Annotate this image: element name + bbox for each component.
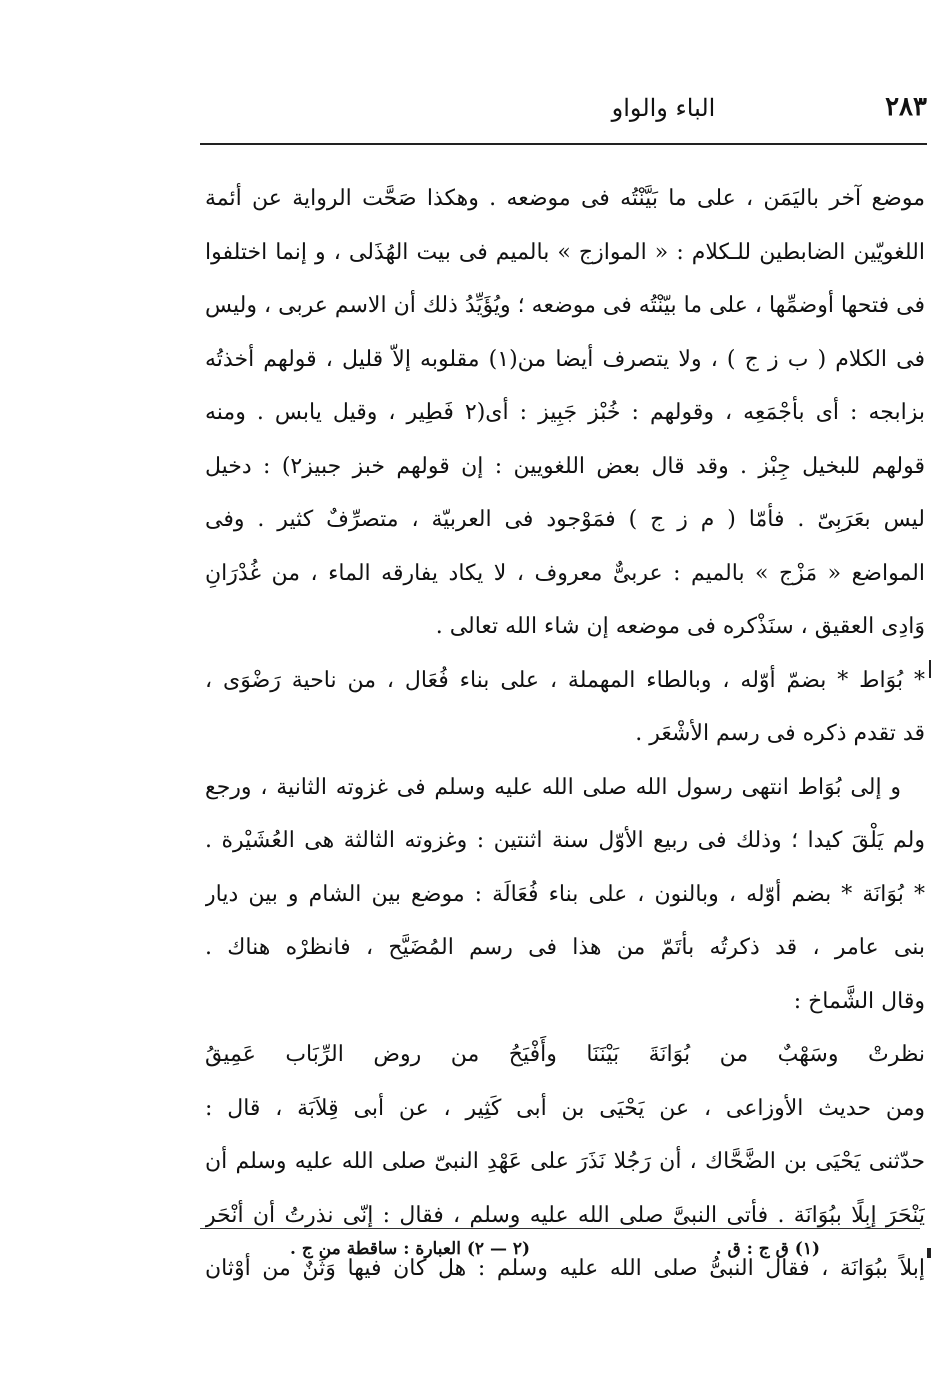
- text-line: وَادِى العقيق ، سنَذْكره فى موضعه إن شاء الله تعالى .: [435, 614, 925, 639]
- header-rule: [200, 143, 927, 145]
- text-line: بزابجه : أى بأجْمَعِه ، وقولهم : خُبْز جَبِيز : أى(٢ فَطِير ، وقيل يابس . ومنه: [205, 400, 925, 425]
- body-text: [205, 172, 925, 1296]
- text-line: بنى عامر ، قد ذكرتُه بأتَمّ من هذا فى رسم المُضَيَّح ، فانظرْه هناك .: [205, 935, 925, 960]
- text-line: فى فتحها أوضمِّها ، على ما بيّنْتُه فى موضعه ؛ ويُؤَيِّدُ ذلك أن الاسم عربى ، وليس: [205, 293, 925, 318]
- entry-heading-line: * بُوَاط * بضمّ أوّله ، وبالطاء المهملة ، على بناء فُعَال ، من ناحية رَضْوَى ،: [205, 667, 925, 693]
- text-line: وقال الشَّماخ :: [793, 988, 925, 1014]
- text-line: ليس بعَرَبِىّ . فأمّا ( م ز ج ) فمَوْجود فى العربيّة ، متصرِّفٌ كثير . وفى: [205, 507, 925, 532]
- text-line: ومن حديث الأوزاعى ، عن يَحْيَى بن أبى كَثِير ، عن أبى قِلاَبَة ، قال :: [205, 1095, 925, 1121]
- text-line: فى الكلام ( ب ز ج ) ، ولا يتصرف أيضا من(١) مقلوبه إلاّ قليل ، قولهم أخذتُه: [205, 346, 925, 372]
- running-head: [200, 92, 927, 136]
- text-line: و إلى بُوَاط انتهى رسول الله صلى الله عليه وسلم فى غزوته الثانية ، ورجع: [205, 774, 901, 800]
- text-line: ولم يَلْقَ كيدا ؛ وذلك فى ربيع الأوّل سنة اثنتين : وغزوته الثالثة هى العُشَيْرة .: [205, 828, 925, 853]
- margin-mark: [927, 1248, 931, 1258]
- text-line: يَنْحَرَ إبِلًا ببُوَانَة . فأتى النبىَّ صلى الله عليه وسلم ، فقال : إنّى نذرتُ أن أنْحَر: [205, 1202, 925, 1228]
- text-line: المواضع « مَزْج » بالميم : عربىٌّ معروف ، لا يكاد يفارقه الماء ، من غُدْرَانِ: [205, 560, 925, 586]
- text-line: إبلاً ببُوَانَة ، فقال النبىُّ صلى الله عليه وسلم : هل كان فيها وَثَنٌ من أوْثان: [205, 1256, 925, 1281]
- footnote-rule: [200, 1228, 920, 1229]
- verse-line: نظرتْ وسَهْبٌ من بُوَانَةَ بَيْنَنَا وأَفْيَحُ من روض الرِّبَاب عَمِيقُ: [205, 1042, 925, 1067]
- text-line: قولهم للبخيل جِبْز . وقد قال بعض اللغويين : إن قولهم خبز جبيز٢) : دخيل: [205, 453, 925, 479]
- footnote-1: (١) ق ج : ق .: [715, 1239, 820, 1259]
- running-title: الباء والواو: [611, 94, 716, 122]
- text-line: موضع آخر باليَمَن ، على ما بَيَّنْتُه فى موضعه . وهكذا صَحَّت الرواية عن أئمة: [205, 186, 925, 211]
- margin-mark: [929, 660, 931, 678]
- text-line: قد تقدم ذكره فى رسم الأشْعَر .: [635, 721, 925, 746]
- page-number: ٢٨٣: [885, 92, 927, 122]
- text-line: اللغويّين الضابطين للـكلام : « الموازج » بالميم فى بيت الهُذَلى ، و إنما اختلفوا: [205, 239, 925, 265]
- footnote-2: (٢ — ٢) العبارة : ساقطة من ج .: [290, 1239, 531, 1259]
- entry-heading-line: * بُوَانَة * بضم أوّله ، وبالنون ، على بناء فُعَالَة : موضع بين الشام و بين ديار: [205, 881, 925, 907]
- footnotes: [290, 1234, 820, 1264]
- text-line: حدّثنى يَحْيَى بن الضَّحَّاك ، أن رَجُلا نَذَرَ على عَهْدِ النبىّ صلى الله عليه وسلم أن: [205, 1149, 925, 1174]
